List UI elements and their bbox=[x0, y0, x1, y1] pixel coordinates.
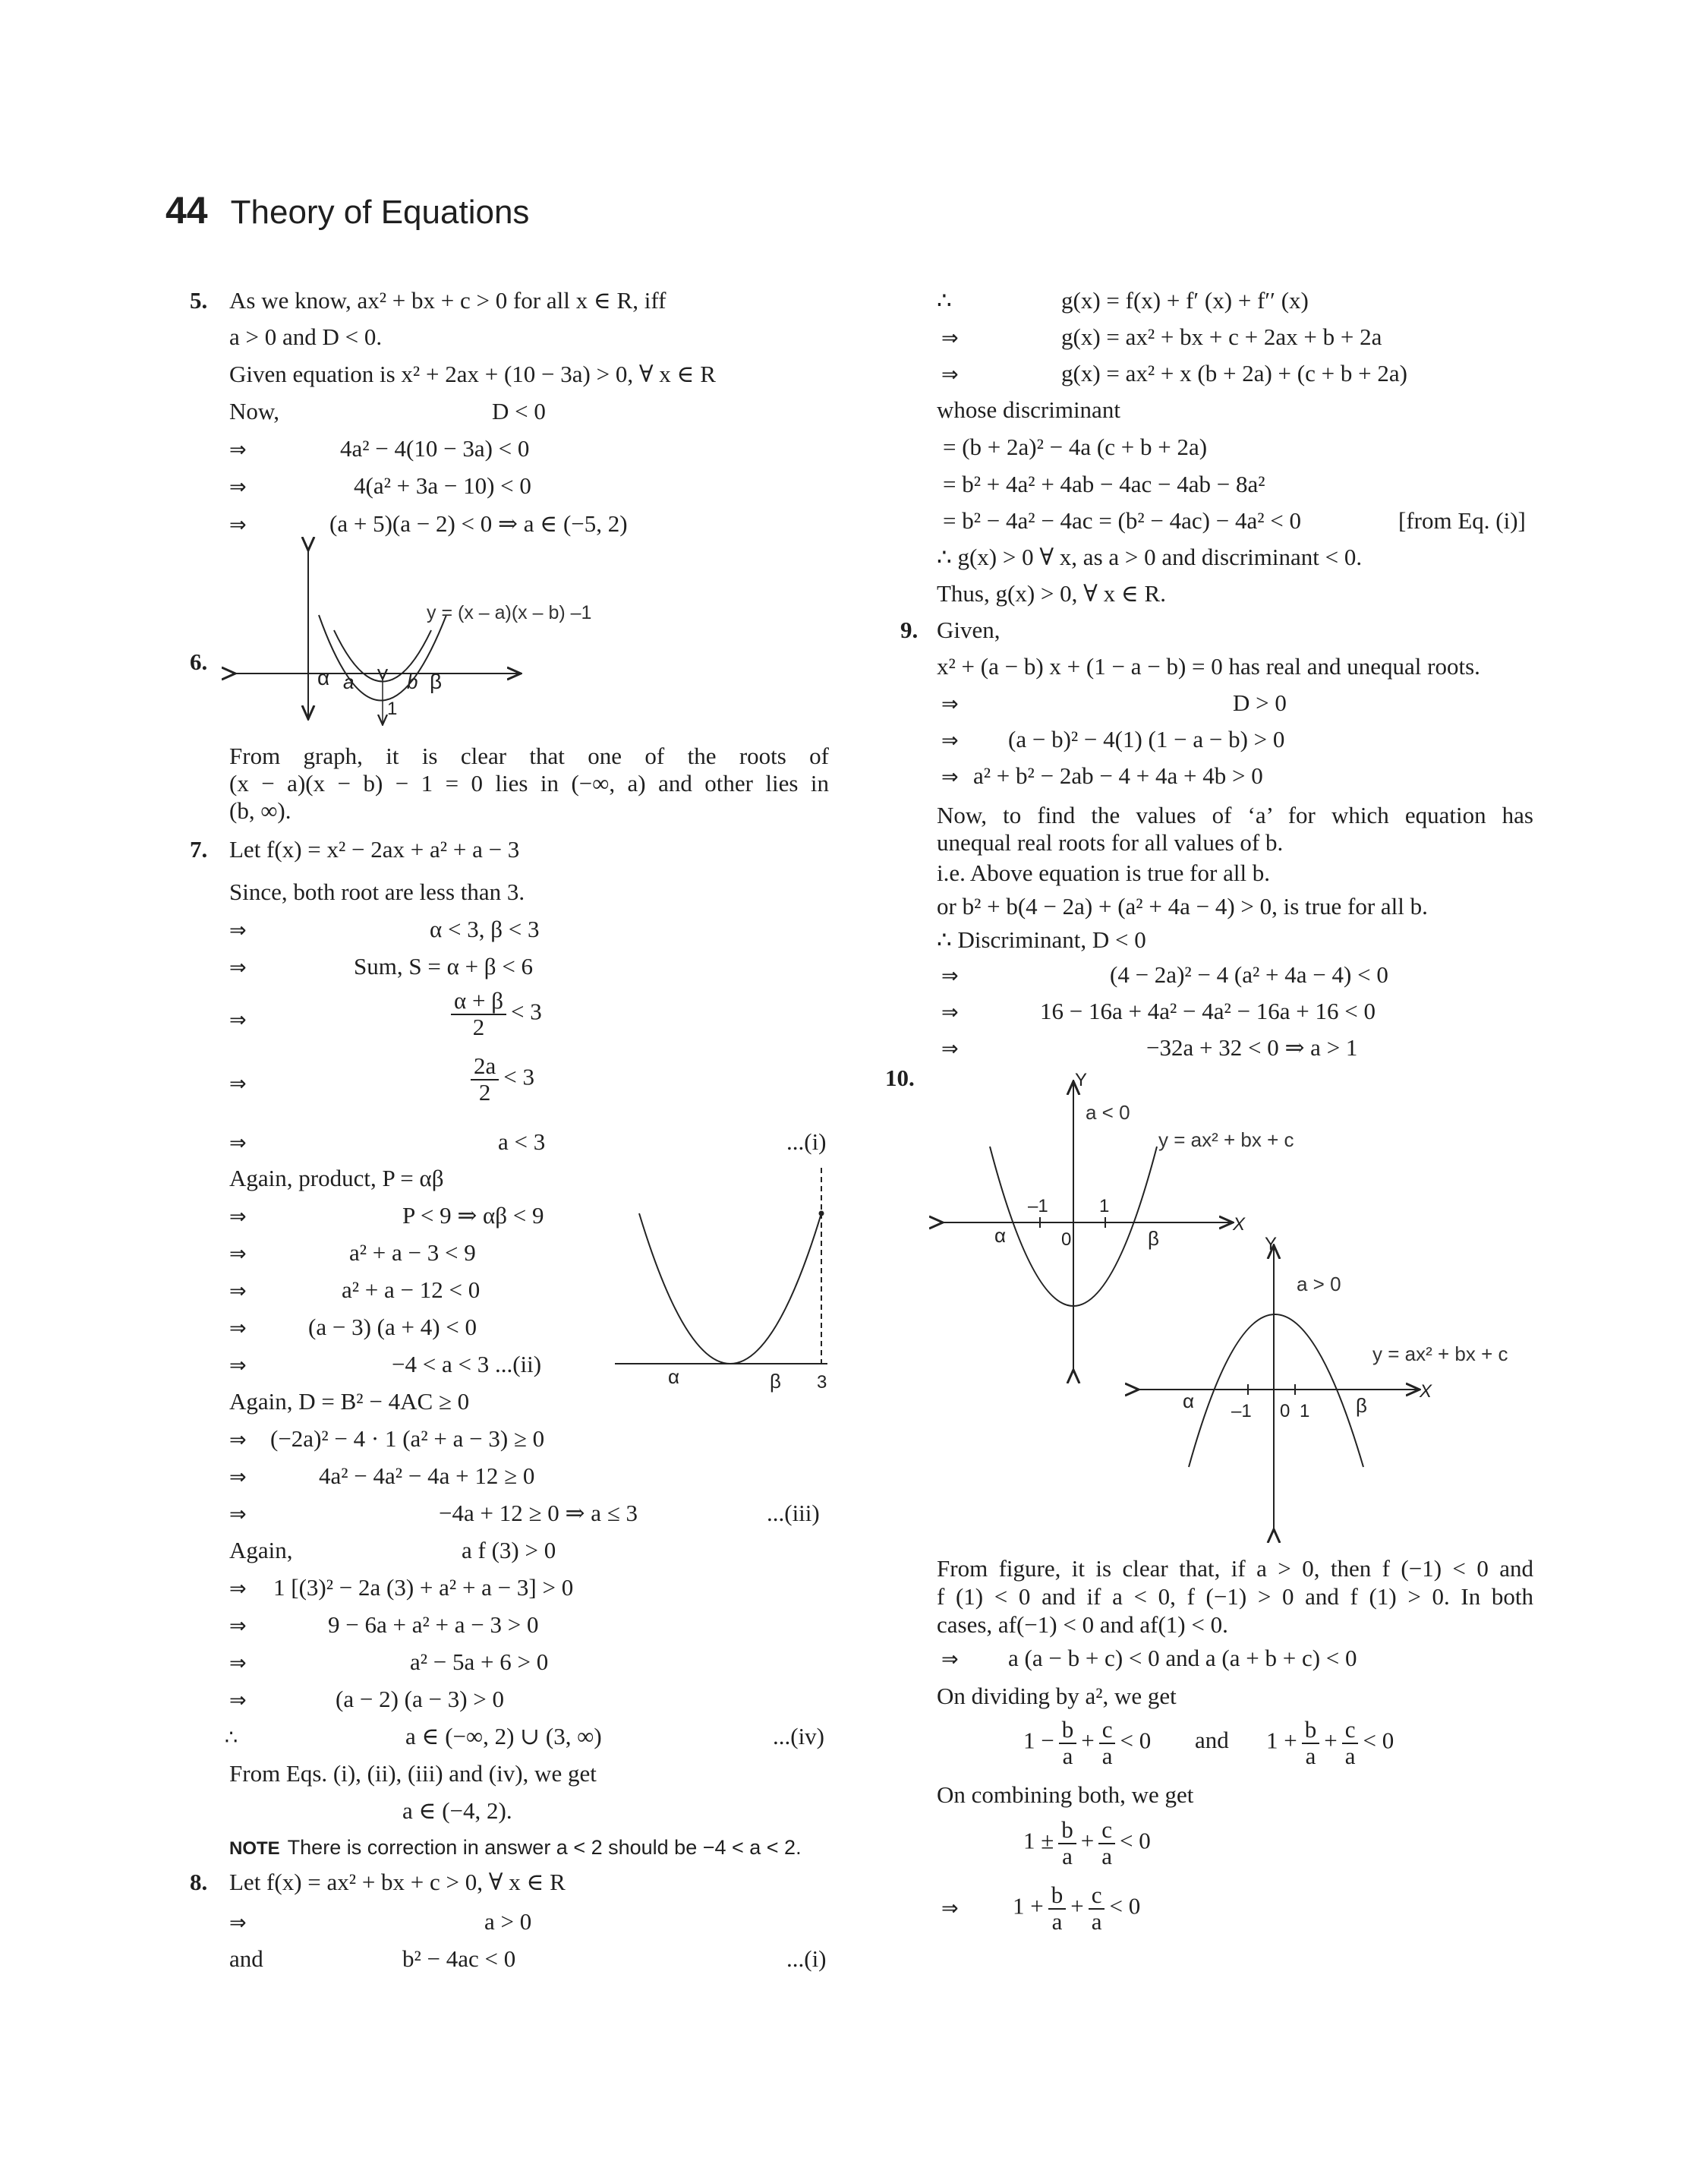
q6-para3: (b, ∞). bbox=[229, 797, 291, 824]
minus-1-label: –1 bbox=[1231, 1401, 1252, 1421]
alpha-label: α bbox=[1183, 1390, 1195, 1412]
y-label: Y bbox=[1075, 1070, 1088, 1090]
shift-label: 1 bbox=[387, 699, 398, 719]
q8-r1-sym: ∴ bbox=[937, 287, 952, 314]
q7-line3: ⇒ bbox=[229, 919, 247, 942]
q7-line22-expr: (a − 2) (a − 3) > 0 bbox=[336, 1686, 505, 1712]
q10-line4: a (a − b + c) < 0 and a (a + b + c) < 0 bbox=[1008, 1645, 1357, 1671]
q9-line12-arrow: ⇒ bbox=[941, 1001, 959, 1024]
q8-r6: = b² + 4a² + 4ab − 4ac − 4ab − 8a² bbox=[943, 471, 1265, 497]
beta-label: β bbox=[1148, 1227, 1159, 1250]
condition-label: a < 0 bbox=[1086, 1101, 1130, 1124]
q10-ineq4: 1 + $\frac{b}{a}$ + $\frac{c}{a}$ < 0 bbox=[1013, 1882, 1141, 1935]
q7-line23: ∴ bbox=[225, 1726, 238, 1749]
q10-para1: From figure, it is clear that, if a > 0, then f (−1) < 0 and bbox=[937, 1555, 1533, 1582]
q7-line13: ⇒ bbox=[229, 1354, 247, 1377]
b-label: b bbox=[407, 670, 418, 693]
minus-1-label: –1 bbox=[1028, 1196, 1048, 1216]
page-header bbox=[165, 188, 529, 232]
parabola-downward bbox=[1189, 1314, 1363, 1467]
q7-line19-expr: 1 [(3)² − 2a (3) + a² + a − 3] > 0 bbox=[273, 1574, 574, 1601]
q9-line6: Now, to find the values of ‘a’ for which equation has bbox=[937, 802, 1533, 828]
q9-line3: D > 0 bbox=[1233, 689, 1287, 716]
x-label: X bbox=[1420, 1381, 1432, 1402]
q7-line21-expr: a² − 5a + 6 > 0 bbox=[410, 1648, 549, 1675]
q8-r1: g(x) = f(x) + f′ (x) + f′′ (x) bbox=[1061, 287, 1309, 314]
q5-line7-expr: (a + 5)(a − 2) < 0 ⇒ a ∈ (−5, 2) bbox=[329, 510, 628, 537]
q5-number: 5. bbox=[190, 287, 208, 314]
origin-label: 0 bbox=[1061, 1229, 1072, 1250]
q7-tag-iii: ...(iii) bbox=[767, 1500, 820, 1526]
q7-line4-expr: Sum, S = α + β < 6 bbox=[354, 953, 534, 980]
a-label: a bbox=[343, 670, 355, 693]
q8-r9: Thus, g(x) > 0, ∀ x ∈ R. bbox=[937, 580, 1166, 607]
q7-line17-expr: −4a + 12 ≥ 0 ⇒ a ≤ 3 bbox=[439, 1500, 638, 1526]
alpha-label: α bbox=[668, 1365, 680, 1388]
q7-line24: From Eqs. (i), (ii), (iii) and (iv), we get bbox=[229, 1760, 597, 1787]
q9-line5-arrow: ⇒ bbox=[941, 765, 959, 789]
q7-tag-i: ...(i) bbox=[786, 1128, 827, 1155]
q10-para2: f (1) < 0 and if a < 0, f (−1) > 0 and f (1) > 0. In both bbox=[937, 1583, 1533, 1610]
beta-label: β bbox=[1356, 1394, 1367, 1417]
q10-ineq1: 1 − $\frac{b}{a}$ + $\frac{c}{a}$ < 0 bbox=[1023, 1716, 1152, 1769]
q6-number: 6. bbox=[190, 648, 208, 675]
q5-line5: ⇒ bbox=[229, 438, 247, 462]
q8-line3a: and bbox=[229, 1945, 263, 1972]
q6-graph bbox=[228, 543, 592, 740]
q7-line15-expr: (−2a)² − 4 · 1 (a² + a − 3) ≥ 0 bbox=[270, 1425, 545, 1452]
q7-line20: ⇒ bbox=[229, 1614, 247, 1638]
q8-r7: = b² − 4a² − 4ac = (b² − 4ac) − 4a² < 0 bbox=[943, 507, 1302, 534]
q5-line4b: D < 0 bbox=[492, 398, 546, 424]
q10-line5: On dividing by a², we get bbox=[937, 1683, 1177, 1709]
q7-line4: ⇒ bbox=[229, 956, 247, 980]
q5-line6: ⇒ bbox=[229, 475, 247, 499]
page-title: Theory of Equations bbox=[230, 194, 530, 231]
plus-1-label: 1 bbox=[1099, 1196, 1110, 1216]
q7-line10: ⇒ bbox=[229, 1242, 247, 1266]
q5-line1: As we know, ax² + bx + c > 0 for all x ∈ R, iff bbox=[229, 287, 666, 314]
q10-ineq3: 1 ± $\frac{b}{a}$ + $\frac{c}{a}$ < 0 bbox=[1023, 1816, 1151, 1869]
q7-line14: Again, D = B² − 4AC ≥ 0 bbox=[229, 1388, 470, 1415]
q7-line3-expr: α < 3, β < 3 bbox=[430, 916, 540, 942]
three-label: 3 bbox=[817, 1372, 827, 1393]
q9-line12: 16 − 16a + 4a² − 4a² − 16a + 16 < 0 bbox=[1040, 998, 1376, 1024]
q5-line5-expr: 4a² − 4(10 − 3a) < 0 bbox=[340, 435, 530, 462]
q7-number: 7. bbox=[190, 836, 208, 863]
q7-line12: ⇒ bbox=[229, 1317, 247, 1340]
origin-label: 0 bbox=[1280, 1401, 1290, 1421]
q8-r7-tag: [from Eq. (i)] bbox=[1398, 507, 1526, 534]
q5-line6-expr: 4(a² + 3a − 10) < 0 bbox=[354, 472, 531, 499]
q10-line4-arrow: ⇒ bbox=[941, 1648, 959, 1671]
y-label: Y bbox=[1265, 1234, 1278, 1254]
q7-line1: Let f(x) = x² − 2ax + a² + a − 3 bbox=[229, 836, 520, 863]
q8-r3-arrow: ⇒ bbox=[941, 363, 959, 386]
q10-and: and bbox=[1195, 1727, 1229, 1753]
q9-line3-arrow: ⇒ bbox=[941, 692, 959, 716]
q7-line11-expr: a² + a − 12 < 0 bbox=[342, 1276, 481, 1303]
q7-line13-expr: −4 < a < 3 ...(ii) bbox=[392, 1351, 542, 1377]
q8-r5: = (b + 2a)² − 4a (c + b + 2a) bbox=[943, 434, 1208, 460]
x-label: X bbox=[1233, 1214, 1246, 1235]
q7-line7: ⇒ bbox=[229, 1131, 247, 1155]
q7-line18a: Again, bbox=[229, 1537, 293, 1563]
alpha-label: α bbox=[317, 666, 330, 689]
q7-line23-expr: a ∈ (−∞, 2) ∪ (3, ∞) bbox=[405, 1723, 602, 1749]
beta-label: β bbox=[430, 670, 443, 693]
curve-label: y = ax² + bx + c bbox=[1372, 1342, 1508, 1365]
q8-r2: g(x) = ax² + bx + c + 2ax + b + 2a bbox=[1061, 323, 1382, 350]
q7-line10-expr: a² + a − 3 < 9 bbox=[349, 1239, 476, 1266]
q7-line6: ⇒ bbox=[229, 1072, 247, 1096]
q8-r4: whose discriminant bbox=[937, 396, 1120, 423]
plus-1-label: 1 bbox=[1300, 1401, 1310, 1421]
q9-line11: (4 − 2a)² − 4 (a² + 4a − 4) < 0 bbox=[1110, 961, 1388, 988]
q7-line17: ⇒ bbox=[229, 1503, 247, 1526]
q9-line11-arrow: ⇒ bbox=[941, 964, 959, 988]
q7-line2: Since, both root are less than 3. bbox=[229, 879, 525, 905]
q7-line8: Again, product, P = αβ bbox=[229, 1165, 444, 1191]
q8-line2-expr: a > 0 bbox=[484, 1908, 532, 1935]
q9-line7: unequal real roots for all values of b. bbox=[937, 829, 1284, 856]
q7-graph bbox=[607, 1162, 850, 1405]
q9-line8: i.e. Above equation is true for all b. bbox=[937, 860, 1271, 886]
parabola bbox=[639, 1213, 821, 1364]
q8-number: 8. bbox=[190, 1869, 208, 1895]
q9-line1: Given, bbox=[937, 617, 1001, 643]
q7-line19: ⇒ bbox=[229, 1577, 247, 1601]
curve-label: y = (x – a)(x – b) –1 bbox=[427, 602, 592, 623]
q8-r8: ∴ g(x) > 0 ∀ x, as a > 0 and discriminant < 0. bbox=[937, 544, 1363, 570]
q7-line25: a ∈ (−4, 2). bbox=[402, 1797, 512, 1824]
q7-line12-expr: (a − 3) (a + 4) < 0 bbox=[308, 1314, 477, 1340]
q7-line16-expr: 4a² − 4a² − 4a + 12 ≥ 0 bbox=[319, 1462, 535, 1489]
q8-r2-arrow: ⇒ bbox=[941, 327, 959, 350]
q8-line3b: b² − 4ac < 0 bbox=[402, 1945, 516, 1972]
q7-line15: ⇒ bbox=[229, 1428, 247, 1452]
q9-number: 9. bbox=[900, 617, 919, 643]
q7-line9-expr: P < 9 ⇒ αβ < 9 bbox=[402, 1202, 544, 1229]
condition-label: a > 0 bbox=[1297, 1273, 1341, 1295]
q5-line2: a > 0 and D < 0. bbox=[229, 323, 383, 350]
q7-line22: ⇒ bbox=[229, 1689, 247, 1712]
q9-line4-arrow: ⇒ bbox=[941, 729, 959, 752]
alpha-label: α bbox=[994, 1224, 1007, 1247]
q9-line5: a² + b² − 2ab − 4 + 4a + 4b > 0 bbox=[973, 762, 1263, 789]
q6-para2: (x − a)(x − b) − 1 = 0 lies in (−∞, a) and other lies in bbox=[229, 770, 829, 797]
q7-tag-iv: ...(iv) bbox=[773, 1723, 825, 1749]
q10-line7: On combining both, we get bbox=[937, 1781, 1194, 1808]
q7-line7-expr: a < 3 bbox=[498, 1128, 546, 1155]
q10-line9-arrow: ⇒ bbox=[941, 1897, 959, 1920]
q9-line4: (a − b)² − 4(1) (1 − a − b) > 0 bbox=[1008, 726, 1285, 752]
q5-line4a: Now, bbox=[229, 398, 280, 424]
q5-line3: Given equation is x² + 2ax + (10 − 3a) > 0, ∀ x ∈ R bbox=[229, 361, 716, 387]
q10-number: 10. bbox=[885, 1065, 915, 1091]
q9-line9: or b² + b(4 − 2a) + (a² + 4a − 4) > 0, is true for all b. bbox=[937, 893, 1428, 920]
q7-line20-expr: 9 − 6a + a² + a − 3 > 0 bbox=[328, 1611, 539, 1638]
q9-line13-arrow: ⇒ bbox=[941, 1037, 959, 1061]
q7-line11: ⇒ bbox=[229, 1279, 247, 1303]
q7-frac2: $\frac{2a}{2}$ < 3 bbox=[466, 1054, 534, 1105]
q9-line2: x² + (a − b) x + (1 − a − b) = 0 has real and unequal roots. bbox=[937, 653, 1480, 680]
q10-ineq2: 1 + $\frac{b}{a}$ + $\frac{c}{a}$ < 0 bbox=[1266, 1716, 1394, 1769]
q9-line13: −32a + 32 < 0 ⇒ a > 1 bbox=[1146, 1034, 1358, 1061]
q10-graph-2 bbox=[1131, 1230, 1556, 1549]
point-at-3 bbox=[819, 1211, 824, 1216]
q8-r3: g(x) = ax² + x (b + 2a) + (c + b + 2a) bbox=[1061, 360, 1407, 386]
q8-line2: ⇒ bbox=[229, 1911, 247, 1935]
curve-label: y = ax² + bx + c bbox=[1158, 1128, 1294, 1151]
q7-line5: ⇒ bbox=[229, 1008, 247, 1032]
q9-line10: ∴ Discriminant, D < 0 bbox=[937, 926, 1146, 953]
q8-tag-i: ...(i) bbox=[786, 1945, 827, 1972]
q7-line9: ⇒ bbox=[229, 1205, 247, 1229]
q7-note: NOTE There is correction in answer a < 2 should be −4 < a < 2. bbox=[229, 1836, 802, 1859]
q7-frac1: $\frac{\alpha + \beta}{2}$ < 3 bbox=[446, 989, 542, 1039]
q6-para1: From graph, it is clear that one of the roots of bbox=[229, 743, 829, 769]
q7-line18b: a f (3) > 0 bbox=[462, 1537, 556, 1563]
q10-para3: cases, af(−1) < 0 and af(1) < 0. bbox=[937, 1611, 1228, 1638]
q7-line16: ⇒ bbox=[229, 1465, 247, 1489]
page-number: 44 bbox=[165, 189, 208, 232]
q5-line7: ⇒ bbox=[229, 513, 247, 537]
beta-label: β bbox=[770, 1370, 781, 1393]
q8-line1: Let f(x) = ax² + bx + c > 0, ∀ x ∈ R bbox=[229, 1869, 566, 1895]
q7-line21: ⇒ bbox=[229, 1651, 247, 1675]
